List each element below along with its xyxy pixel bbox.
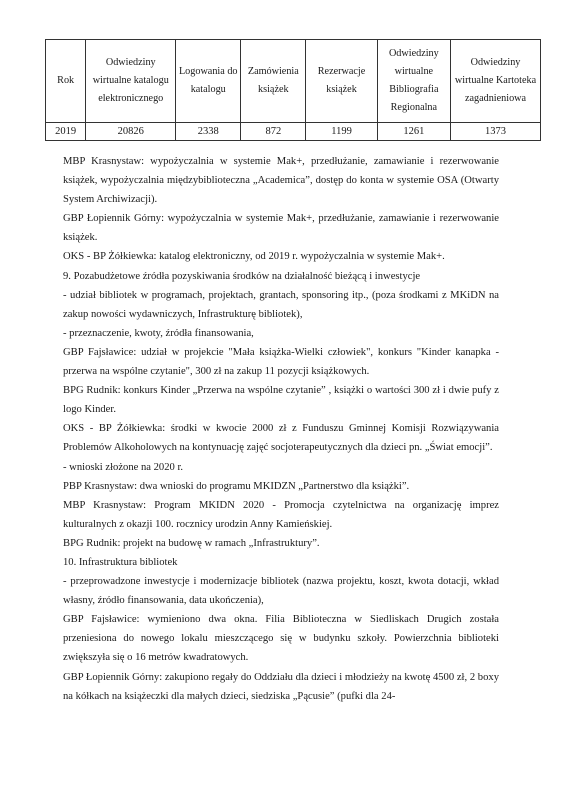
section-heading-10: 10. Infrastruktura bibliotek	[63, 556, 178, 568]
table-cell: 1199	[306, 123, 377, 141]
header-cell-subject-index-visits: Odwiedziny wirtualne Kartoteka zagadnieniowa	[451, 40, 541, 123]
paragraph-gbp-lopiennik-services: GBP Łopiennik Górny: wypożyczalnia w systemie Mak+, przedłużanie, zamawianie i rezerwowanie książek.	[63, 213, 499, 244]
table-header-row	[46, 40, 541, 123]
library-statistics-table	[45, 39, 541, 141]
section-heading-9: 9. Pozabudżetowe źródła pozyskiwania środków na działalność bieżącą i inwestycje	[63, 270, 421, 282]
paragraph-pbp-krasnystaw-applications: PBP Krasnystaw: dwa wnioski do programu MKIDZN „Partnerstwo dla książki”.	[63, 480, 410, 492]
list-item-applications-2020: - wnioski złożone na 2020 r.	[63, 461, 184, 473]
header-cell-catalog-visits: Odwiedziny wirtualne katalogu elektronicznego	[86, 40, 176, 123]
list-item-investments: - przeprowadzone inwestycje i modernizacje bibliotek (nazwa projektu, koszt, kwota dotacji, wkład własny, źródło finansowania, data ukończenia),	[63, 576, 499, 607]
paragraph-gbp-lopiennik-shelves: GBP Łopiennik Górny: zakupiono regały do Oddziału dla dzieci i młodzieży na kwotę 4500 zł, 2 boxy na kółkach na książeczki dla małych dzieci, siedziska „Pącusie” (pufki dla 24-	[63, 671, 499, 702]
header-cell-regional-bibliography-visits: Odwiedziny wirtualne Bibliografia Regionalna	[377, 40, 450, 123]
table-cell: 2019	[46, 123, 86, 141]
list-item-purpose: - przeznaczenie, kwoty, źródła finansowania,	[63, 327, 254, 339]
header-cell-catalog-logins: Logowania do katalogu	[176, 40, 241, 123]
paragraph-oks-zolkiewka-catalog: OKS - BP Żółkiewka: katalog elektroniczny, od 2019 r. wypożyczalnia w systemie Mak+.	[63, 251, 445, 263]
table-cell: 872	[241, 123, 306, 141]
paragraph-bpg-rudnik-project: BPG Rudnik: projekt na budowę w ramach „Infrastruktury”.	[63, 537, 320, 549]
table-row	[46, 123, 541, 141]
paragraph-gbp-fajslawice-project: GBP Fajsławice: udział w projekcie "Mała książka-Wielki człowiek", konkurs "Kinder kanapka - przerwa na wspólne czytanie", 300 zł na zakup 11 pozycji książkowych.	[63, 346, 499, 378]
paragraph-bpg-rudnik-contest: BPG Rudnik: konkurs Kinder „Przerwa na wspólne czytanie” , książki o wartości 300 zł i dwie pufy z logo Kinder.	[63, 385, 499, 416]
list-item-programs: - udział bibliotek w programach, projektach, grantach, sponsoring itp., (poza środkami z MKiDN na zakup nowości wydawniczych, Infrastrukturę bibliotek),	[63, 289, 499, 320]
table-cell: 2338	[176, 123, 241, 141]
table-cell: 1261	[377, 123, 450, 141]
table-cell: 1373	[451, 123, 541, 141]
paragraph-oks-zolkiewka-funds: OKS - BP Żółkiewka: środki w kwocie 2000 zł z Funduszu Gminnej Komisji Rozwiązywania Problemów Alkoholowych na kontynuację zajęć socjoterapeutycznych dla dzieci pn. „Świat emocji”.	[63, 423, 499, 454]
header-cell-book-orders: Zamówienia książek	[241, 40, 306, 123]
header-cell-book-reservations: Rezerwacje książek	[306, 40, 377, 123]
table-cell: 20826	[86, 123, 176, 141]
paragraph-mbp-krasnystaw-services: MBP Krasnystaw: wypożyczalnia w systemie Mak+, przedłużanie, zamawianie i rezerwowanie książek, wypożyczalnia międzybiblioteczna „Academica”, dostęp do konta w systemie OSA (Otwarty System Archiwizacji).	[63, 156, 499, 206]
report-body-text	[63, 152, 499, 706]
header-cell-year: Rok	[46, 40, 86, 123]
paragraph-gbp-fajslawice-windows: GBP Fajsławice: wymieniono dwa okna. Filia Biblioteczna w Siedliskach Drugich została przeniesiona do nowego lokalu mieszczącego się w budynku szkoły. Powierzchnia biblioteki zwiększyła się o 16 metrów kwadratowych.	[63, 614, 499, 664]
paragraph-mbp-krasnystaw-program: MBP Krasnystaw: Program MKIDN 2020 - Promocja czytelnictwa na organizację imprez kulturalnych z okazji 100. rocznicy urodzin Anny Kamieńskiej.	[63, 499, 499, 530]
